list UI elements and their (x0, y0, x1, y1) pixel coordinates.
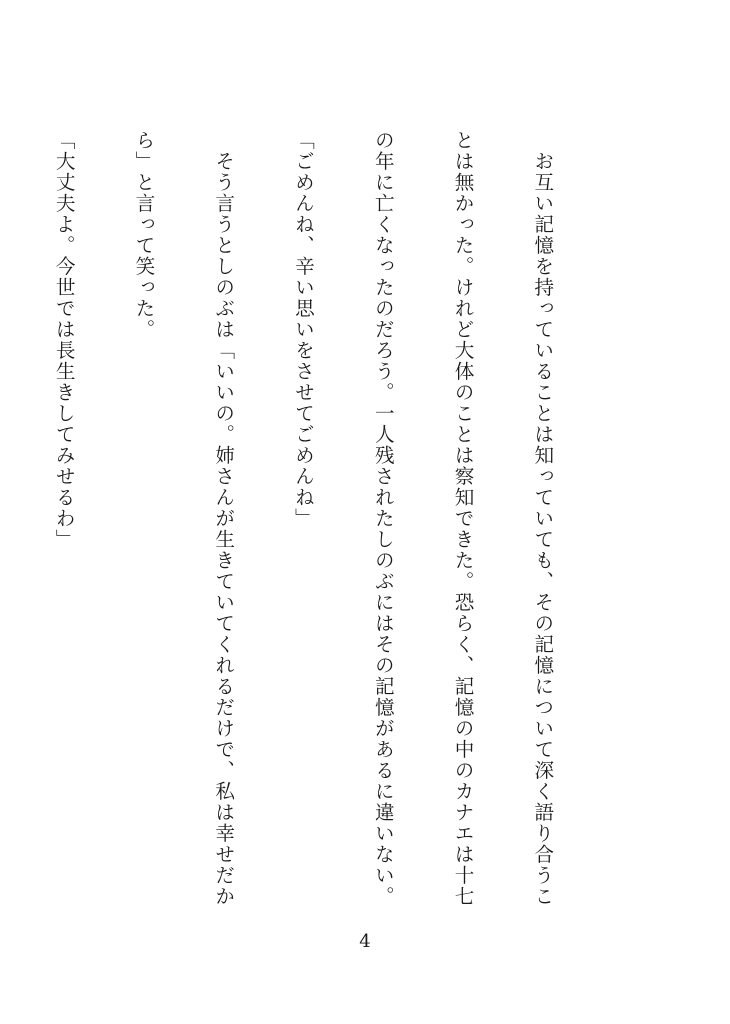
body-text (52, 130, 608, 907)
text-line: そう言うとしのぶは「いいの。姉さんが生きていてくれるだけで、私は幸せだか (211, 130, 235, 907)
text-line: 「ごめんね、辛い思いをさせてごめんね」 (291, 130, 315, 529)
page-number: 4 (359, 931, 371, 952)
text-line: の年に亡くなったのだろう。一人残されたしのぶにはその記憶があるに違いない。 (371, 130, 395, 907)
text-line: とは無かった。けれど大体のことは察知できた。恐らく、記憶の中のカナエは十七 (451, 130, 475, 907)
text-line: ら」と言って笑った。 (131, 130, 155, 340)
text-line: 「大丈夫よ。今世では長生きしてみせるわ」 (52, 130, 76, 550)
text-line: お互い記憶を持っていることは知っていても、その記憶について深く語り合うこ (530, 130, 554, 907)
